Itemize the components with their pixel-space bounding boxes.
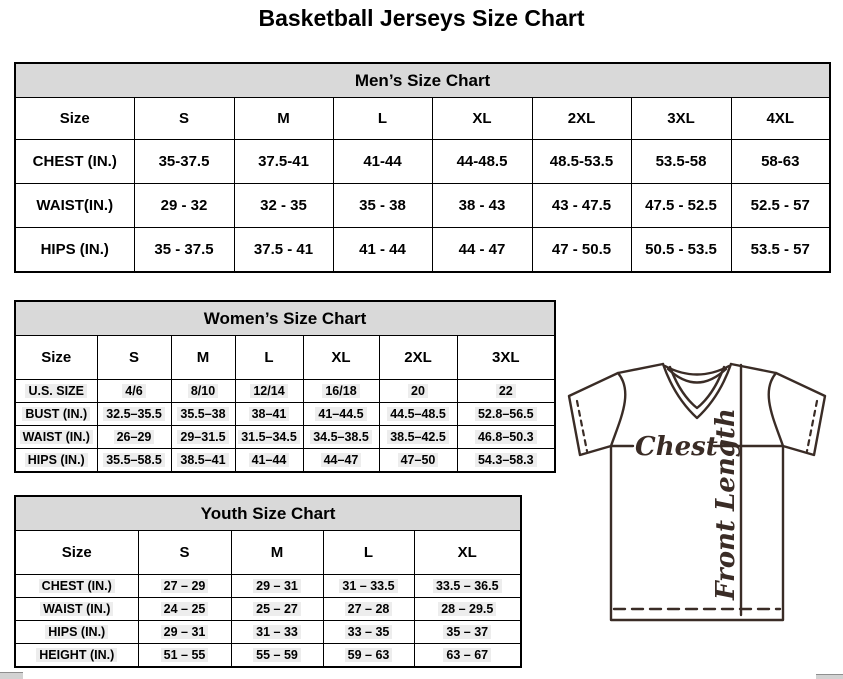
womens-col-header-m: M <box>171 336 235 380</box>
mens-col-header-size: Size <box>15 98 134 140</box>
mens-col-header-4xl: 4XL <box>731 98 830 140</box>
youth-cell: 33 – 35 <box>323 621 414 644</box>
mens-cell: 37.5 - 41 <box>234 228 333 273</box>
mens-cell: 47.5 - 52.5 <box>631 184 731 228</box>
scrollbar-fragment-left[interactable] <box>0 672 23 679</box>
youth-chest-row <box>15 575 521 598</box>
womens-bust-row <box>15 403 555 426</box>
chest-label: Chest <box>635 432 718 462</box>
mens-row-label: HIPS (IN.) <box>15 228 134 273</box>
mens-cell: 52.5 - 57 <box>731 184 830 228</box>
womens-col-header-xl: XL <box>303 336 379 380</box>
womens-row-label: U.S. SIZE <box>15 380 97 403</box>
mens-cell: 50.5 - 53.5 <box>631 228 731 273</box>
youth-table-header-band <box>15 496 521 531</box>
youth-size-table <box>14 495 522 668</box>
womens-cell: 12/14 <box>235 380 303 403</box>
womens-waist-row <box>15 426 555 449</box>
womens-cell: 35.5–38 <box>171 403 235 426</box>
youth-cell: 27 – 29 <box>138 575 231 598</box>
jersey-measurement-diagram <box>556 358 841 630</box>
jersey-right-seam <box>769 373 783 446</box>
youth-col-header-xl: XL <box>414 531 521 575</box>
youth-col-header-l: L <box>323 531 414 575</box>
mens-cell: 44 - 47 <box>432 228 532 273</box>
jersey-left-seam <box>611 373 625 446</box>
youth-row-label: HIPS (IN.) <box>15 621 138 644</box>
mens-waist-row <box>15 184 830 228</box>
youth-column-header-row <box>15 531 521 575</box>
mens-cell: 35 - 38 <box>333 184 432 228</box>
womens-cell: 52.8–56.5 <box>457 403 555 426</box>
youth-cell: 24 – 25 <box>138 598 231 621</box>
youth-col-header-s: S <box>138 531 231 575</box>
mens-cell: 37.5-41 <box>234 140 333 184</box>
youth-height-row <box>15 644 521 668</box>
womens-cell: 20 <box>379 380 457 403</box>
womens-cell: 34.5–38.5 <box>303 426 379 449</box>
mens-cell: 41 - 44 <box>333 228 432 273</box>
mens-cell: 48.5-53.5 <box>532 140 631 184</box>
youth-cell: 63 – 67 <box>414 644 521 668</box>
youth-cell: 55 – 59 <box>231 644 323 668</box>
mens-cell: 53.5-58 <box>631 140 731 184</box>
womens-cell: 44.5–48.5 <box>379 403 457 426</box>
womens-cell: 35.5–58.5 <box>97 449 171 473</box>
mens-hips-row <box>15 228 830 273</box>
womens-cell: 26–29 <box>97 426 171 449</box>
womens-cell: 47–50 <box>379 449 457 473</box>
youth-cell: 25 – 27 <box>231 598 323 621</box>
womens-cell: 32.5–35.5 <box>97 403 171 426</box>
youth-col-header-size: Size <box>15 531 138 575</box>
womens-cell: 44–47 <box>303 449 379 473</box>
youth-cell: 31 – 33 <box>231 621 323 644</box>
womens-col-header-3xl: 3XL <box>457 336 555 380</box>
womens-cell: 54.3–58.3 <box>457 449 555 473</box>
youth-cell: 59 – 63 <box>323 644 414 668</box>
youth-row-label: WAIST (IN.) <box>15 598 138 621</box>
mens-cell: 47 - 50.5 <box>532 228 631 273</box>
scrollbar-fragment-right[interactable] <box>816 674 843 679</box>
page-title: Basketball Jerseys Size Chart <box>258 5 585 31</box>
mens-col-header-2xl: 2XL <box>532 98 631 140</box>
mens-col-header-s: S <box>134 98 234 140</box>
womens-cell: 8/10 <box>171 380 235 403</box>
womens-row-label: HIPS (IN.) <box>15 449 97 473</box>
mens-size-table <box>14 62 831 273</box>
front-length-label: Front Length <box>711 408 741 600</box>
youth-row-label: HEIGHT (IN.) <box>15 644 138 668</box>
womens-table-header-band <box>15 301 555 336</box>
mens-cell: 29 - 32 <box>134 184 234 228</box>
mens-cell: 38 - 43 <box>432 184 532 228</box>
youth-hips-row <box>15 621 521 644</box>
mens-column-header-row <box>15 98 830 140</box>
youth-cell: 27 – 28 <box>323 598 414 621</box>
womens-col-header-size: Size <box>15 336 97 380</box>
womens-col-header-2xl: 2XL <box>379 336 457 380</box>
womens-cell: 46.8–50.3 <box>457 426 555 449</box>
mens-chest-row <box>15 140 830 184</box>
mens-cell: 35-37.5 <box>134 140 234 184</box>
womens-col-header-l: L <box>235 336 303 380</box>
mens-table-title: Men’s Size Chart <box>15 63 830 98</box>
mens-col-header-l: L <box>333 98 432 140</box>
mens-col-header-m: M <box>234 98 333 140</box>
youth-waist-row <box>15 598 521 621</box>
mens-row-label: CHEST (IN.) <box>15 140 134 184</box>
mens-col-header-3xl: 3XL <box>631 98 731 140</box>
womens-hips-row <box>15 449 555 473</box>
youth-cell: 31 – 33.5 <box>323 575 414 598</box>
mens-cell: 41-44 <box>333 140 432 184</box>
mens-cell: 58-63 <box>731 140 830 184</box>
youth-cell: 51 – 55 <box>138 644 231 668</box>
womens-cell: 4/6 <box>97 380 171 403</box>
mens-cell: 43 - 47.5 <box>532 184 631 228</box>
womens-table-title: Women’s Size Chart <box>15 301 555 336</box>
womens-cell: 38.5–42.5 <box>379 426 457 449</box>
mens-cell: 53.5 - 57 <box>731 228 830 273</box>
mens-cell: 35 - 37.5 <box>134 228 234 273</box>
womens-col-header-s: S <box>97 336 171 380</box>
womens-cell: 22 <box>457 380 555 403</box>
youth-cell: 33.5 – 36.5 <box>414 575 521 598</box>
womens-cell: 31.5–34.5 <box>235 426 303 449</box>
womens-row-label: BUST (IN.) <box>15 403 97 426</box>
womens-row-label: WAIST (IN.) <box>15 426 97 449</box>
mens-table-header-band <box>15 63 830 98</box>
womens-cell: 16/18 <box>303 380 379 403</box>
jersey-collar-inner <box>670 367 724 408</box>
womens-cell: 38–41 <box>235 403 303 426</box>
youth-cell: 28 – 29.5 <box>414 598 521 621</box>
womens-ussize-row <box>15 380 555 403</box>
mens-cell: 32 - 35 <box>234 184 333 228</box>
youth-cell: 29 – 31 <box>231 575 323 598</box>
youth-cell: 29 – 31 <box>138 621 231 644</box>
mens-row-label: WAIST(IN.) <box>15 184 134 228</box>
jersey-outline <box>569 364 825 620</box>
mens-col-header-xl: XL <box>432 98 532 140</box>
womens-size-table <box>14 300 556 473</box>
womens-cell: 41–44.5 <box>303 403 379 426</box>
youth-table-title: Youth Size Chart <box>15 496 521 531</box>
womens-cell: 38.5–41 <box>171 449 235 473</box>
youth-row-label: CHEST (IN.) <box>15 575 138 598</box>
youth-cell: 35 – 37 <box>414 621 521 644</box>
youth-col-header-m: M <box>231 531 323 575</box>
womens-cell: 41–44 <box>235 449 303 473</box>
womens-column-header-row <box>15 336 555 380</box>
mens-cell: 44-48.5 <box>432 140 532 184</box>
womens-cell: 29–31.5 <box>171 426 235 449</box>
